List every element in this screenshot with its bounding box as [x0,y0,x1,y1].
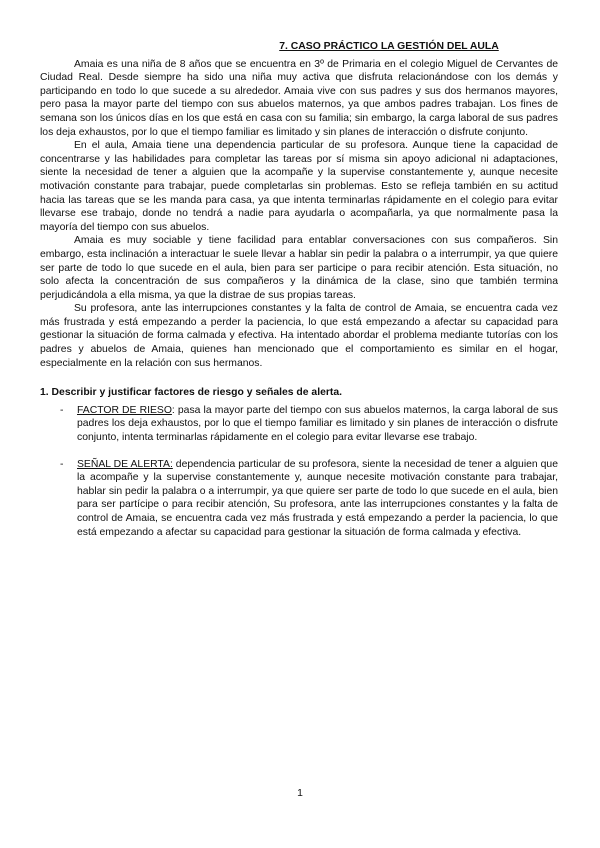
document-page [40,40,558,539]
bullet-risk-factor [40,404,558,445]
spacer [40,445,558,458]
bullet-label-risk-factor: FACTOR DE RIESO [77,404,172,416]
bullet-text-risk-factor: : pasa la mayor parte del tiempo con sus abuelos maternos, la carga laboral de sus padres los deja exhaustos, por lo que el tiempo familiar es limitado y sin planes de interacción o disfrute conjunto, intenta terminarlas rápidamente en el colegio para evitar llevarse ese trabajo. [77,404,558,444]
paragraph-1: Amaia es una niña de 8 años que se encuentra en 3º de Primaria en el colegio Miguel de Cervantes de Ciudad Real. Desde siempre ha sido una niña muy activa que disfruta relacionándose con los demás y participando en todo lo que sucede a su alrededor. Amaia vive con sus padres y sus dos hermanos mayores, pero pasa la mayor parte del tiempo con sus abuelos maternos, ya que ambos padres trabajan. Los fines de semana son los únicos días en los que está en casa con su familia; sin embargo, la carga laboral de sus padres los deja exhaustos, por lo que el tiempo familiar es limitado y sin planes de interacción o disfrute conjunto. [40,58,558,138]
bullet-alert-sign [40,458,558,540]
document-title-text: 7. CASO PRÁCTICO LA GESTIÓN DEL AULA [279,41,499,52]
bullet-label-alert-sign: SEÑAL DE ALERTA: [77,458,173,470]
paragraph-3: Amaia es muy sociable y tiene facilidad para entablar conversaciones con sus compañeros. Sin embargo, esta inclinación a interactuar le suele llevar a hablar sin pedir la palabra o a interrumpir, ya que quiere ser parte de todo lo que sucede en el aula, bien para ser participe o para recibir atención. Esta situación, no solo afecta la concentración de sus compañeros y la dinámica de la clase, sino que también termina perjudicándola a ella misma, ya que la distrae de sus propias tareas. [40,235,558,301]
document-title [40,40,558,54]
bullet-dash: - [60,404,64,416]
paragraph-4: Su profesora, ante las interrupciones constantes y la falta de control de Amaia, se encuentra cada vez más frustrada y está empezando a perder la paciencia, lo que está empezando a afectar su capacidad para gestionar la situación de forma calmada y efectiva. Ha intentado abordar el problema mediante tutorías con los padres y abuelos de Amaia, quienes han mencionado que el comportamiento es similar en el hogar, especialmente en la relación con sus hermanos. [40,303,558,369]
bullet-text-alert-sign: dependencia particular de su profesora, siente la necesidad de tener a alguien que la acompañe y la supervise constantemente y, aunque necesite motivación constante para trabajar, hablar sin pedir la palabra o a interrumpir, ya que quiere ser parte de todo lo que sucede en el aula, bien para ser partícipe o para recibir atención, Su profesora, ante las interrupciones constantes y la falta de control de Amaia, se encuentra cada vez más frustrada y está empezando a perder la paciencia, lo que está empezando a afectar su capacidad para gestionar la situación de forma calmada y efectiva. [77,458,558,538]
question-heading: 1. Describir y justificar factores de riesgo y señales de alerta. [40,387,343,399]
bullet-dash: - [60,458,64,470]
paragraph-2: En el aula, Amaia tiene una dependencia particular de su profesora. Aunque tiene la capacidad de concentrarse y las habilidades para completar las tareas por sí misma sin apoyo adicional ni adaptaciones, siente la necesidad de tener a alguien que la acompañe y la supervise constantemente y, aunque necesite motivación constante para trabajar, puede completarlas sin problemas. Esto se refleja también en su actitud hacia las tareas que se les manda para casa, ya que intenta terminarlas rápidamente en el colegio para evitar llevarse ese trabajo, donde no tendrá a nadie para ayudarla o acompañarla, ya que normalmente pasa la mayoría del tiempo con sus abuelos. [40,140,558,233]
page-number: 1 [297,788,303,799]
